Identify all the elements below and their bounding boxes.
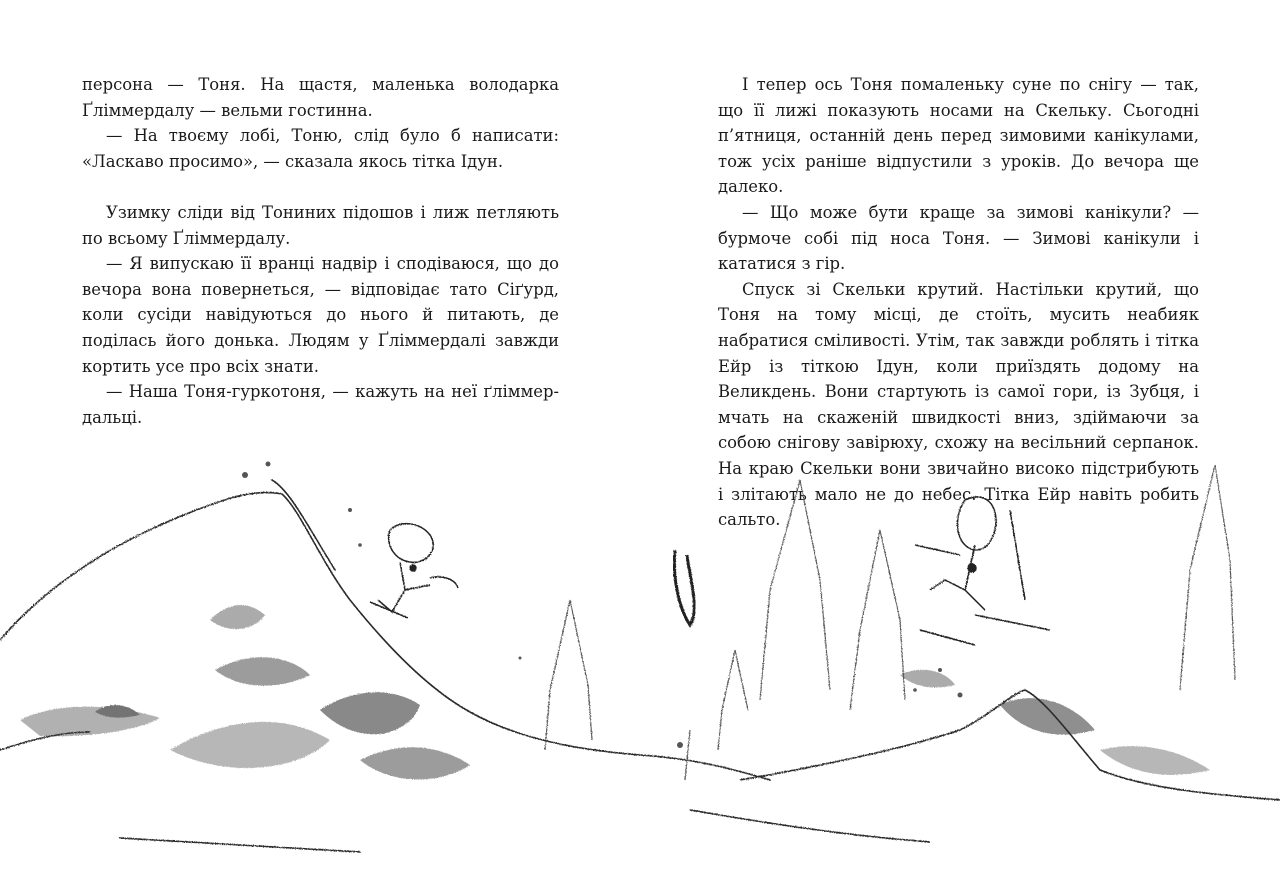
paragraph: Спуск зі Скельки крутий. Настільки крутий, що Тоня на тому місці, де стоїть, мусить неабияк набратися сміливості. Утім, так завжди роблять і тітка Ейр із тіткою Ідун, коли приїздять додому на Великдень. Вони стартують із самої гори, із Зубця, і мчать на скаженій швидкості вниз, здіймаючи за собою снігову завірюху, схожу на весільний серпанок. На краю Скельки вони звичайно високо підстрибують і злітають мало не до небес. Тітка Ейр навіть робить сальто.: [718, 279, 1199, 530]
paragraph: Узимку сліди від Тониних підошов і лиж петляють по всьому Ґліммердалу.: [82, 202, 559, 248]
mountain-ramp: [0, 480, 770, 852]
flying-ski: [674, 550, 694, 625]
paragraph: персона — Тоня. На щастя, маленька володарка Ґліммердалу — вельми гостинна.: [82, 75, 559, 120]
paragraph: І тепер ось Тоня помаленьку суне по снігу — так, що її лижі показують носами на Скельку. Сьогодні п’ятниця, останній день перед зимовими канікулами, тож усіх раніше відпустили з уроків. До вечора ще далеко.: [718, 75, 1199, 197]
pine-trees: [545, 465, 1235, 780]
paragraph: — Я випускаю її вранці надвір і сподіваюся, що до вечора вона повернеться, — відповідає тато Сіґурд, коли сусіди навідуються до нього й питають, де поділась його донька. Людям у Ґліммердалі завжди кортить усе про всіх знати.: [82, 254, 559, 376]
paragraph: — Що може бути краще за зимові канікули? — бурмоче собі під носа Тоня. — Зимові канікули і кататися з гір.: [718, 202, 1199, 274]
skier-aunt: [915, 497, 1050, 645]
paragraph: — На твоєму лобі, Тоню, слід було б написати: «Ласкаво просимо», — сказала якось тітка Ідун.: [82, 126, 559, 171]
left-page: [82, 72, 559, 430]
paragraph: — Наша Тоня-гуркотоня, — кажуть на неї ґліммердальці.: [82, 382, 559, 427]
skiing-illustration: [0, 450, 1280, 873]
skier-girl: [370, 524, 458, 618]
